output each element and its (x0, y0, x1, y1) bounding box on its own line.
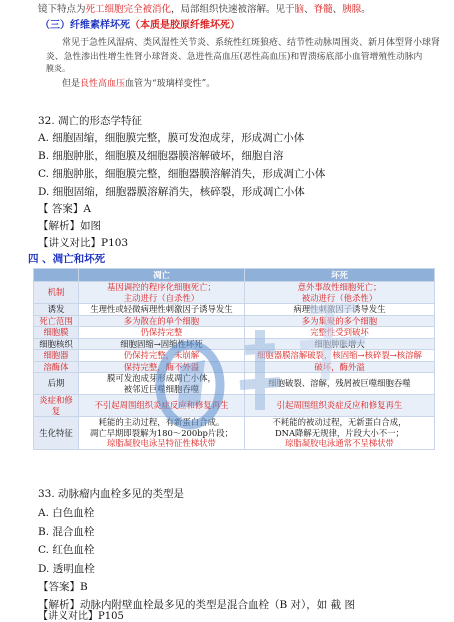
necrosis-cell (244, 315, 434, 327)
q32-title: 32. 凋亡的形态学特征 (38, 115, 143, 127)
row-label: 后期 (34, 373, 79, 395)
cell-line: 多为集聚的多个细胞 (301, 315, 378, 326)
necrosis-cell (244, 350, 434, 362)
q32-analysis: 【解析】如图 (38, 220, 101, 232)
cell-line: 细胞固缩→固缩性坏死 (120, 338, 203, 349)
row-label: 细胞膜 (34, 327, 79, 339)
table-row (34, 304, 435, 316)
q33-answer: 【答案】B (38, 581, 88, 593)
q32-answer: 【 答案】A (38, 203, 91, 215)
cell-line: 膜可发泡成芽形成凋亡小体， (107, 373, 216, 383)
apoptosis-cell (79, 361, 245, 373)
table-row (34, 417, 435, 450)
cell-line: 被动进行（他杀性） (301, 292, 378, 303)
necrosis-cell (244, 338, 434, 350)
q33-option-a: A. 白色血栓 (38, 507, 95, 519)
row-label: 生化特征 (34, 417, 79, 450)
necrosis-cell (244, 282, 434, 304)
q32-ref: 【讲义对比】P103 (38, 237, 129, 249)
apoptosis-cell (79, 304, 245, 316)
necrosis-cell (244, 327, 434, 339)
cell-line: DNA降解无规律，片段大小不一； (274, 427, 404, 438)
table-header-apoptosis: 凋亡 (79, 269, 245, 282)
section3-heading: （三）纤维素样坏死（本质是胶原纤维坏死） (40, 20, 240, 31)
row-label: 细胞核织 (34, 338, 79, 350)
necrosis-cell (244, 373, 434, 395)
cell-line: 被邻近巨噬细胞吞噬 (123, 383, 200, 394)
cell-line: 细胞肿胀增大 (314, 338, 365, 349)
table-row (34, 315, 435, 327)
row-label: 溶酶体 (34, 361, 79, 373)
apoptosis-cell (79, 395, 245, 417)
q33-option-c: C. 红色血栓 (38, 544, 95, 556)
apoptosis-necrosis-table (33, 268, 435, 450)
q32-option-d: D. 细胞固缩，细胞器膜溶解消失，核碎裂，形成凋亡小体 (38, 186, 305, 198)
cell-line: 仍保持完整，未崩解 (123, 350, 200, 360)
cell-line: 细胞破裂、溶解，残屑被巨噬细胞吞噬 (268, 378, 411, 389)
q32-option-c: C. 细胞肿胀，细胞膜完整，细胞器膜溶解消失，形成凋亡小体 (38, 168, 326, 180)
q33-title: 33. 动脉瘤内血栓多见的类型是 (38, 488, 185, 500)
table-header-row (34, 269, 435, 282)
cell-line: 耗能的主动过程，有新蛋白合成。 (98, 417, 225, 427)
cell-line: 琼脂凝胶电泳通常不呈梯状带 (285, 438, 394, 448)
necrosis-cell (244, 417, 434, 450)
section3-paragraph-line1: 常见于急性风湿病、类风湿性关节炎、系统性红斑狼疮、结节性动脉周围炎、新月体型肾小球肾 (62, 38, 441, 48)
cell-line: 病理性刺激因子诱导发生 (293, 304, 386, 314)
row-label: 死亡范围 (34, 315, 79, 327)
table-row (34, 361, 435, 373)
q33-option-b: B. 混合血栓 (38, 526, 95, 538)
table-row (34, 350, 435, 362)
necrosis-cell (244, 395, 434, 417)
apoptosis-cell (79, 350, 245, 362)
q33-option-d: D. 透明血栓 (38, 563, 95, 575)
cell-line: 保持完整，酶不外溢 (123, 361, 200, 372)
apoptosis-cell (79, 282, 245, 304)
section3-paragraph-line2: 炎、急性渗出性增生性肾小球肾炎、急进性高血压(恶性高血压)和胃溃疡底部小血管增殖性动脉内 (46, 52, 423, 62)
cell-line: 完整性受到破坏 (310, 327, 369, 337)
cell-line: 细胞器膜溶解破裂，核固缩→核碎裂→核溶解 (257, 350, 422, 360)
row-label: 机制 (34, 282, 79, 304)
necrosis-cell (244, 304, 434, 316)
table-row (34, 395, 435, 417)
row-label: 炎症和修复 (34, 395, 79, 417)
apoptosis-cell (79, 327, 245, 339)
row-label: 诱发 (34, 304, 79, 316)
row-label: 细胞器 (34, 350, 79, 362)
cell-line: 不耗能的被动过程，无新蛋白合成， (272, 417, 407, 427)
table-row (34, 327, 435, 339)
q32-option-b: B. 细胞肿胀，细胞膜及细胞器膜溶解破坏，细胞自溶 (38, 150, 284, 162)
cell-line: 琼脂凝胶电泳呈特征性梯状带 (107, 438, 216, 448)
cell-line: 意外事故性细胞死亡； (297, 282, 382, 292)
cell-line: 基因调控的程序化细胞死亡； (107, 282, 216, 292)
section3-paragraph-line3: 膜炎。 (46, 64, 70, 73)
table-header-empty (34, 269, 79, 282)
apoptosis-cell (79, 417, 245, 450)
apoptosis-cell (79, 373, 245, 395)
apoptosis-cell (79, 315, 245, 327)
table-row (34, 338, 435, 350)
cell-line: 主动进行（自杀性） (123, 292, 200, 303)
table-header-necrosis: 坏死 (244, 269, 434, 282)
cell-line: 破坏，酶外溢 (314, 361, 365, 372)
necrosis-cell (244, 361, 434, 373)
table-row (34, 282, 435, 304)
section4-heading: 四 、凋亡和坏死 (28, 251, 428, 267)
cell-line: 引起周围组织炎症反应和修复再生 (276, 400, 403, 411)
q32-option-a: A. 细胞固缩，细胞膜完整，膜可发泡成芽，形成凋亡小体 (38, 132, 305, 144)
q33-ref: 【讲义对比】P105 (38, 611, 124, 622)
cell-line: 凋亡早期即裂解为180～200bp片段； (89, 427, 234, 438)
cell-line: 生理性或轻微病理性刺激因子诱导发生 (90, 304, 233, 314)
necrosis-text-line: 镜下特点为死工细胞完全被消化，局部组织快速被溶解。见于脑、脊髓、胰腺。 (38, 4, 371, 15)
cell-line: 多为散在的单个细胞 (123, 315, 200, 326)
q33-analysis: 【解析】动脉内附壁血栓最多见的类型是混合血栓（B 对），如 截 图 (38, 599, 355, 611)
cell-line: 仍保持完整 (140, 327, 183, 337)
section3-paragraph-line4: 但是良性高血压血管为“玻璃样变性”。 (62, 79, 216, 89)
apoptosis-cell (79, 338, 245, 350)
table-row (34, 373, 435, 395)
cell-line: 不引起周围组织炎症反应和修复再生 (94, 400, 229, 411)
